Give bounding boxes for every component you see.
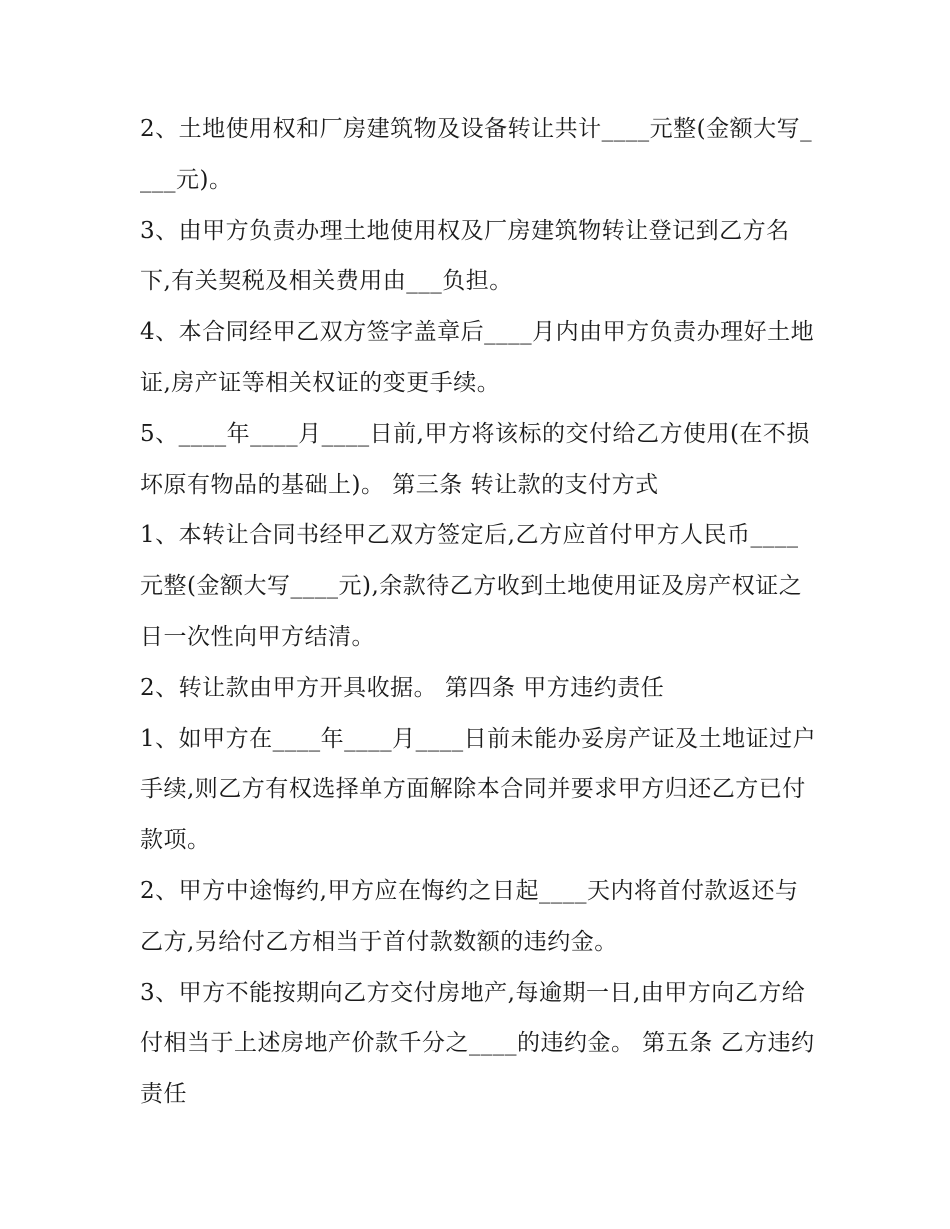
clause-4-certificate-change: 4、本合同经甲乙双方签字盖章后____月内由甲方负责办理好土地证,房产证等相关权证的变更手续。 [140,319,815,396]
clause-5-delivery-date: 5、____年____月____日前,甲方将该标的交付给乙方使用(在不损坏原有物品的基础上)。 第三条 转让款的支付方式 [140,420,810,498]
party-a-breach-clause-3: 3、甲方不能按期向乙方交付房地产,每逾期一日,由甲方向乙方给付相当于上述房地产价款千分之____的违约金。 第五条 乙方违约责任 [140,979,815,1108]
party-a-breach-clause-1: 1、如甲方在____年____月____日前未能办妥房产证及土地证过户手续,则乙方有权选择单方面解除本合同并要求甲方归还乙方已付款项。 [140,725,817,854]
clause-3-registration: 3、由甲方负责办理土地使用权及厂房建筑物转让登记到乙方名下,有关契税及相关费用由___负担。 [140,217,790,295]
document-body [140,104,820,1120]
payment-clause-1: 1、本转让合同书经甲乙双方签定后,乙方应首付甲方人民币____元整(金额大写____元),余款待乙方收到土地使用证及房产权证之日一次性向甲方结清。 [140,522,803,650]
party-a-breach-clause-2: 2、甲方中途悔约,甲方应在悔约之日起____天内将首付款返还与乙方,另给付乙方相当于首付款数额的违约金。 [140,877,799,955]
payment-clause-2: 2、转让款由甲方开具收据。 第四条 甲方违约责任 [140,674,665,701]
clause-2-transfer-total: 2、土地使用权和厂房建筑物及设备转让共计____元整(金额大写____元)。 [140,116,813,193]
